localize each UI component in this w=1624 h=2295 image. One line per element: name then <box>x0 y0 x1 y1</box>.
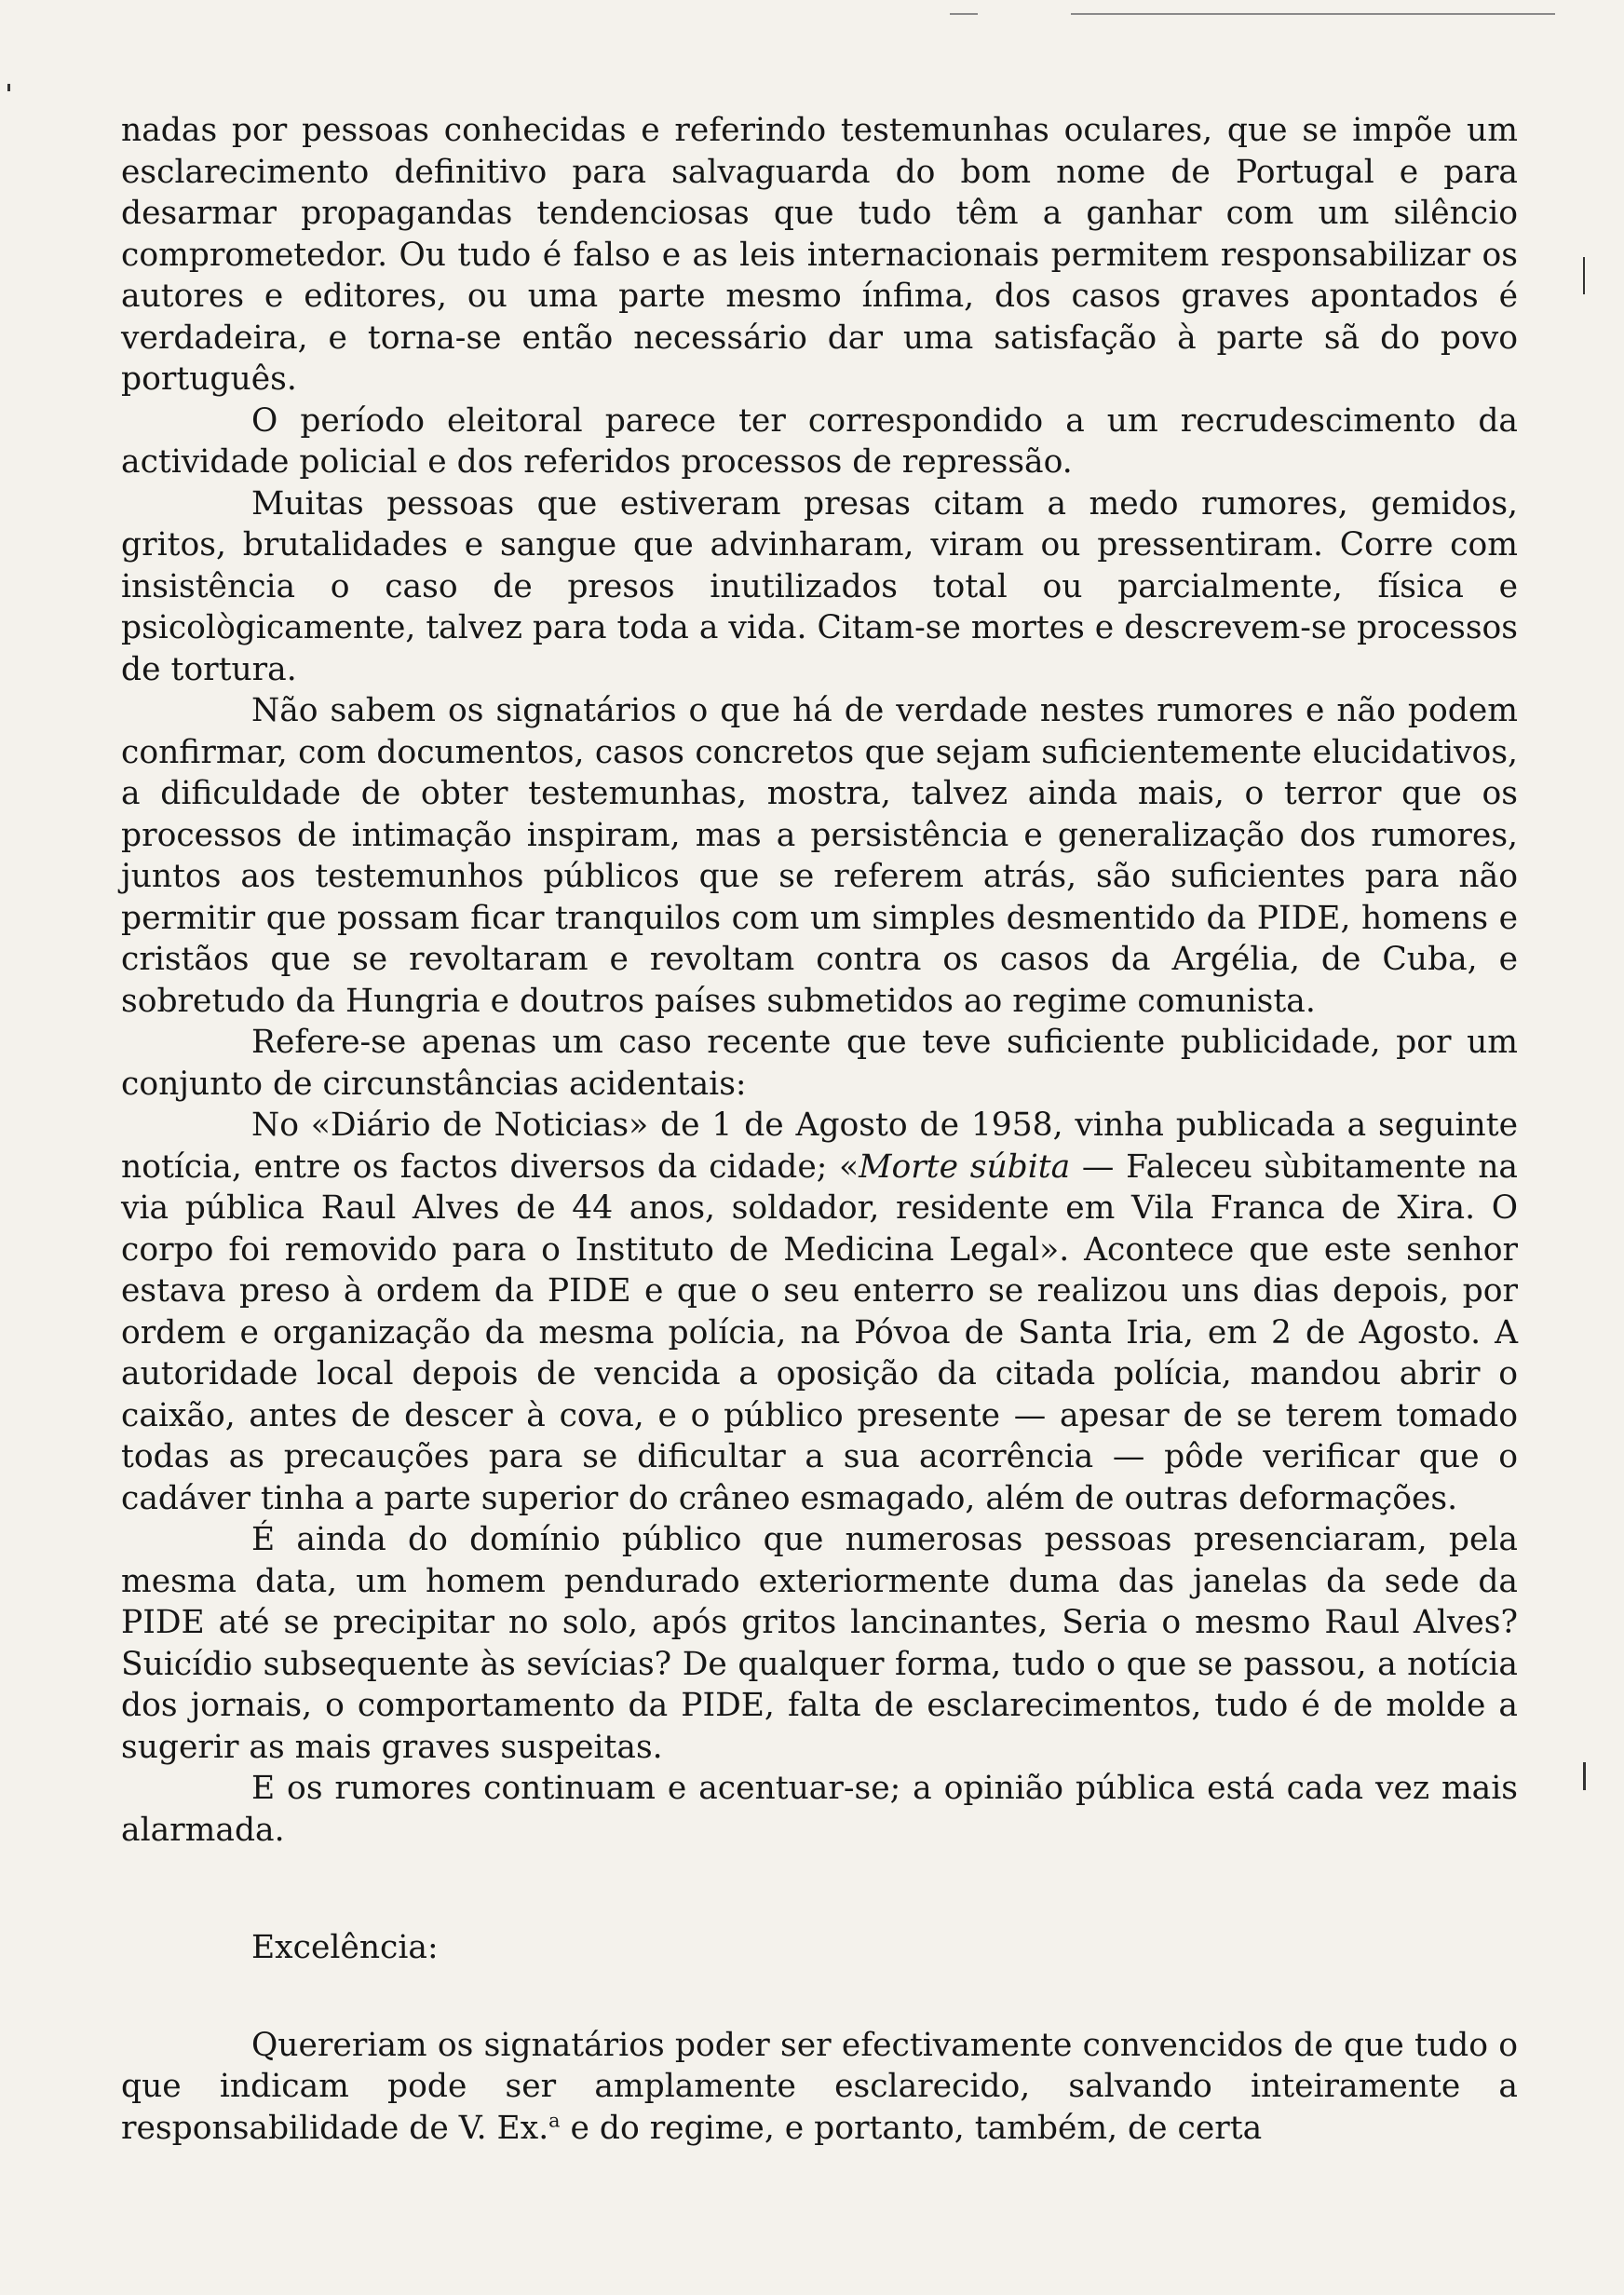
margin-mark <box>7 84 10 91</box>
document-page <box>121 110 1518 2149</box>
paragraph-6 <box>121 1105 1518 1519</box>
scan-edge-dash <box>950 13 978 15</box>
closing-text: Quereriam os signatários poder ser efectivamente convencidos de que tudo o que indicam pode ser amplamente esclarecido, salvando inteiramente a responsabilidade de V. Ex. <box>121 2026 1518 2147</box>
paragraph-3: Muitas pessoas que estiveram presas citam a medo rumores, gemidos, gritos, brutalidades e sangue que advinharam, viram ou pressentiram. Corre com insistência o caso de presos inutilizados total ou parcialmente, física e psicològicamente, talvez para toda a vida. Citam-se mortes e descrevem-se processos de tortura. <box>121 484 1518 688</box>
closing-superscript: a <box>548 2109 561 2131</box>
paragraph-8: E os rumores continuam e acentuar-se; a opinião pública está cada vez mais alarmada. <box>121 1770 1518 1849</box>
paragraph-7: É ainda do domínio público que numerosas pessoas presenciaram, pela mesma data, um homem pendurado exteriormente duma das janelas da sede da PIDE até se precipitar no solo, após gritos lancinantes, Seria o mesmo Raul Alves? Suicídio subsequente às sevícias? De qualquer forma, tudo o que se passou, a notícia dos jornais, o comportamento da PIDE, falta de esclarecimentos, tudo é de molde a sugerir as mais graves suspeitas. <box>121 1521 1518 1766</box>
margin-mark <box>1583 257 1585 294</box>
paragraph-2: O período eleitoral parece ter correspondido a um recrudescimento da actividade policial e dos referidos processos de repressão. <box>121 401 1518 481</box>
scan-edge-line <box>1071 13 1555 15</box>
paragraph-1: nadas por pessoas conhecidas e referindo testemunhas oculares, que se impõe um esclarecimento definitivo para salvaguarda do bom nome de Portugal e para desarmar propagandas tendenciosas que tudo têm a ganhar com um silêncio comprometedor. Ou tudo é falso e as leis internacionais permitem responsabilizar os autores e editores, ou uma parte mesmo ínfima, dos casos graves apontados é verdadeira, e torna-se então necessário dar uma satisfação à parte sã do povo português. <box>121 112 1518 398</box>
italic-headline: Morte súbita <box>859 1148 1071 1186</box>
closing-tail: e do regime, e portanto, também, de certa <box>560 2109 1263 2147</box>
closing-paragraph <box>121 2025 1518 2150</box>
paragraph-4: Não sabem os signatários o que há de verdade nestes rumores e não podem confirmar, com documentos, casos concretos que sejam suficientemente elucidativos, a dificuldade de obter testemunhas, mostra, talvez ainda mais, o terror que os processos de intimação inspiram, mas a persistência e generalização dos rumores, juntos aos testemunhos públicos que se referem atrás, são suficientes para não permitir que possam ficar tranquilos com um simples desmentido da PIDE, homens e cristãos que se revoltaram e revoltam contra os casos da Argélia, de Cuba, e sobretudo da Hungria e doutros países submetidos ao regime comunista. <box>121 692 1518 1020</box>
paragraph-5: Refere-se apenas um caso recente que teve suficiente publicidade, por um conjunto de circunstâncias acidentais: <box>121 1024 1518 1103</box>
paragraph-6-start: No «Diário de Noticias» de 1 de Agosto de 1958, vinha publicada a seguinte notícia, entre os factos diversos da cidade; « <box>121 1107 1518 1186</box>
paragraph-6-rest: — Faleceu sùbitamente na via pública Raul Alves de 44 anos, soldador, residente em Vila Franca de Xira. O corpo foi removido para o Instituto de Medicina Legal». Acontece que este senhor estava preso à ordem da PIDE e que o seu enterro se realizou uns dias depois, por ordem e organização da mesma polícia, na Póvoa de Santa Iria, em 2 de Agosto. A autoridade local depois de vencida a oposição da citada polícia, mandou abrir o caixão, antes de descer à cova, e o público presente — apesar de se terem tomado todas as precauções para se dificultar a sua acorrência — pôde verificar que o cadáver tinha a parte superior do crâneo esmagado, além de outras deformações. <box>121 1148 1518 1517</box>
salutation: Excelência: <box>251 1929 439 1966</box>
margin-mark <box>1583 1762 1586 1790</box>
